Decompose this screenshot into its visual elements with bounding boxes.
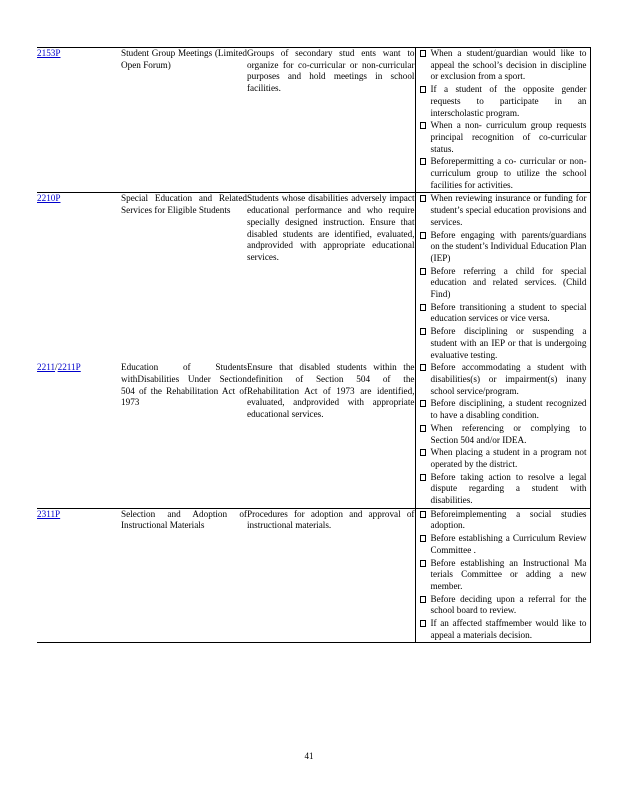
checkbox-bullet-icon bbox=[420, 425, 426, 432]
bullet-text: Before disciplining, a student recognized to have a disabling condition. bbox=[430, 398, 587, 421]
list-item bbox=[420, 84, 587, 119]
list-item bbox=[420, 509, 587, 532]
checkbox-bullet-icon bbox=[420, 328, 426, 335]
table-row bbox=[37, 48, 590, 193]
list-item bbox=[420, 558, 587, 593]
policy-link-2153P[interactable]: 2153P bbox=[37, 48, 61, 58]
list-item bbox=[420, 326, 587, 361]
checkbox-bullet-icon bbox=[420, 364, 426, 371]
policy-code-cell bbox=[37, 48, 121, 193]
policy-purpose: Students whose disabilities adversely impact educational performance and who require specially designed instruction. Ensure that disabled students are identified, evaluated, andprovided with appropriate educational services. bbox=[247, 193, 415, 362]
list-item bbox=[420, 447, 587, 470]
bullet-text: When a non- curriculum group requests principal recognition of co-curricular status. bbox=[430, 120, 587, 154]
bullet-text: If a student of the opposite gender requests to participate in an interscholastic program. bbox=[430, 84, 587, 118]
policy-title: Student Group Meetings (Limited Open Forum) bbox=[121, 48, 247, 193]
policy-code-cell bbox=[37, 508, 121, 643]
policy-link-2210P[interactable]: 2210P bbox=[37, 193, 61, 204]
bullet-text: If an affected staffmember would like to appeal a materials decision. bbox=[430, 618, 587, 640]
policy-title: Education of Students withDisabilities Under Section 504 of the Rehabilitation Act of 1973 bbox=[121, 362, 247, 408]
bullet-text: Before disciplining or suspending a student with an IEP or that is undergoing evaluative testing. bbox=[430, 326, 587, 360]
checkbox-bullet-icon bbox=[420, 195, 426, 202]
checkbox-bullet-icon bbox=[420, 560, 426, 567]
checkbox-bullet-icon bbox=[420, 268, 426, 275]
bullet-text: Beforepermitting a co- curricular or non- curriculum group to utilize the school facilities for activities. bbox=[430, 156, 587, 190]
policy-link-2311P[interactable]: 2311P bbox=[37, 508, 61, 519]
policy-triggers bbox=[415, 362, 590, 508]
bullet-text: When reviewing insurance or funding for student’s special education provisions and services. bbox=[430, 193, 587, 227]
checkbox-bullet-icon bbox=[420, 304, 426, 311]
policy-triggers bbox=[415, 48, 590, 193]
list-item bbox=[420, 423, 587, 446]
bullet-text: Before engaging with parents/guardians on the student’s Individual Education Plan (IEP) bbox=[430, 229, 587, 263]
policy-title: Selection and Adoption of Instructional Materials bbox=[121, 508, 247, 643]
list-item bbox=[420, 594, 587, 617]
bullet-text: Beforeimplementing a social studies adoption. bbox=[430, 508, 587, 531]
checkbox-bullet-icon bbox=[420, 511, 426, 518]
bullet-text: Before accommodating a student with disabilities(s) or impairment(s) inany school service/program. bbox=[430, 362, 587, 396]
table-row bbox=[37, 193, 590, 362]
list-item bbox=[420, 472, 587, 507]
bullet-text: Before establishing a Curriculum Review Committee . bbox=[430, 533, 587, 555]
checkbox-bullet-icon bbox=[420, 474, 426, 481]
list-item bbox=[420, 618, 587, 641]
checkbox-bullet-icon bbox=[420, 232, 426, 239]
policy-link-2211[interactable]: 2211 bbox=[37, 362, 56, 373]
policy-link-2211P[interactable]: 2211P bbox=[57, 362, 81, 373]
policy-purpose: Groups of secondary stud ents want to organize for co-curricular or non-curricular purposes and hold meetings in school facilities. bbox=[247, 48, 415, 193]
checkbox-bullet-icon bbox=[420, 449, 426, 456]
bullet-text: Before taking action to resolve a legal dispute regarding a student with disabilities. bbox=[430, 471, 587, 506]
list-item bbox=[420, 398, 587, 421]
policy-code-cell bbox=[37, 193, 121, 362]
bullet-text: When a student/guardian would like to appeal the school’s decision in discipline or exclusion from a sport. bbox=[430, 48, 587, 82]
bullet-text: Before transitioning a student to special education services or vice versa. bbox=[430, 301, 587, 324]
bullet-text: Before establishing an Instructional Ma terials Committee or adding a new member. bbox=[430, 557, 587, 591]
list-item bbox=[420, 193, 587, 228]
policy-purpose: Procedures for adoption and approval of instructional materials. bbox=[247, 508, 415, 643]
checkbox-bullet-icon bbox=[420, 620, 426, 627]
list-item bbox=[420, 230, 587, 265]
table-row bbox=[37, 362, 590, 508]
list-item bbox=[420, 48, 587, 83]
policy-table bbox=[37, 47, 591, 643]
page-number: 41 bbox=[304, 751, 314, 761]
bullet-text: Before referring a child for special education and related services. (Child Find) bbox=[430, 265, 587, 300]
list-item bbox=[420, 362, 587, 397]
policy-triggers bbox=[415, 508, 590, 643]
list-item bbox=[420, 120, 587, 155]
policy-title: Special Education and Related Services for Eligible Students bbox=[121, 193, 247, 362]
list-item bbox=[420, 533, 587, 556]
policy-purpose: Ensure that disabled students within the definition of Section 504 of the Rehabilitation Act of 1973 are identified, evaluated, andprovided with appropriate educational services. bbox=[247, 362, 415, 420]
policy-code-cell: 2211/2211P bbox=[37, 362, 81, 373]
checkbox-bullet-icon bbox=[420, 400, 426, 407]
bullet-text: Before deciding upon a referral for the school board to review. bbox=[430, 593, 587, 616]
table-row bbox=[37, 508, 590, 643]
bullet-text: When referencing or complying to Section 504 and/or IDEA. bbox=[430, 422, 587, 445]
checkbox-bullet-icon bbox=[420, 535, 426, 542]
checkbox-bullet-icon bbox=[420, 122, 426, 129]
list-item bbox=[420, 156, 587, 191]
bullet-text: When placing a student in a program not operated by the district. bbox=[430, 447, 587, 469]
checkbox-bullet-icon bbox=[420, 158, 426, 165]
checkbox-bullet-icon bbox=[420, 596, 426, 603]
checkbox-bullet-icon bbox=[420, 86, 426, 93]
policy-triggers bbox=[415, 193, 590, 362]
checkbox-bullet-icon bbox=[420, 50, 426, 57]
list-item bbox=[420, 266, 587, 301]
list-item bbox=[420, 302, 587, 325]
